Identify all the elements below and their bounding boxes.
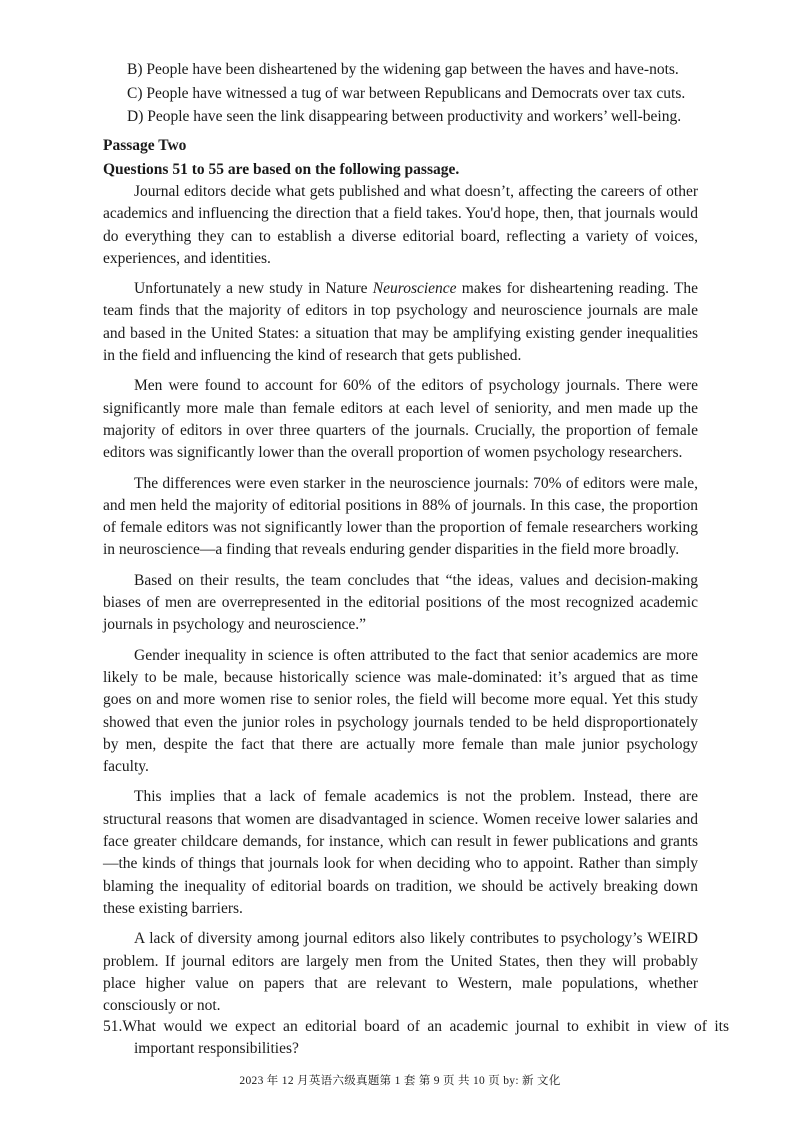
paragraph-7: This implies that a lack of female academics is not the problem. Instead, there are structural reasons that women are disadvantaged in science. Women receive lower salaries and face greater childcare demands, for instance, which can result in fewer publications and grants—the kinds of things that journals look for when deciding who to appoint. Rather than simply blaming the inequality of editorial boards on tradition, we should be actively breaking down these existing barriers. [103, 788, 698, 917]
paragraph-4: The differences were even starker in the neuroscience journals: 70% of editors were male, and men held the majority of editorial positions in 88% of journals. In this case, the proportion of female editors was not significantly lower than the proportion of female researchers working in neuroscience—a finding that reveals enduring gender disparities in the field more broadly. [103, 474, 698, 559]
page-footer: 2023 年 12 月英语六级真题第 1 套 第 9 页 共 10 页 by: 新 文化 [239, 1075, 561, 1087]
paragraph-1: Journal editors decide what gets published and what doesn’t, affecting the careers of other academics and influencing the direction that a field takes. You'd hope, then, that journals would do everything they can to establish a diverse editorial board, reflecting a variety of voices, experiences, and identities. [103, 183, 698, 267]
journal-name-italic: Neuroscience [372, 280, 457, 298]
passage-instruction: Questions 51 to 55 are based on the following passage. [103, 161, 460, 178]
paragraph-2-start: Unfortunately a new study in Nature [134, 280, 373, 298]
paragraph-3: Men were found to account for 60% of the editors of psychology journals. There were significantly more male than female editors at each level of seniority, and men made up the majority of editors in over three quarters of the journals. Crucially, the proportion of female editors was significantly lower than the overall proportion of women psychology researchers. [103, 377, 698, 462]
paragraph-8: A lack of diversity among journal editors also likely contributes to psychology’s WEIRD problem. If journal editors are largely men from the United States, then they will probably place higher value on papers that are relevant to Western, male populations, whether consciously or not. [103, 930, 698, 1015]
passage-title: Passage Two [103, 137, 187, 154]
option-b: B) People have been disheartened by the widening gap between the haves and have-nots. [127, 61, 679, 78]
option-c: C) People have witnessed a tug of war between Republicans and Democrats over tax cuts. [127, 84, 686, 102]
passage-header [103, 134, 703, 182]
paragraph-2-rest: makes for disheartening reading. The team finds that the majority of editors in top psychology and neuroscience journals are male and based in the United States: a situation that may be amplifying existing gender inequalities in the field and influencing the kind of research that gets published. [103, 280, 699, 365]
option-d: D) People have seen the link disappearing between productivity and workers’ well-being. [127, 108, 682, 125]
question-51: 51.What would we expect an editorial board of an academic journal to exhibit in view of its important responsibilities? [103, 1018, 729, 1058]
answer-options [127, 58, 707, 129]
passage-body [103, 181, 698, 1025]
paragraph-5: Based on their results, the team concludes that “the ideas, values and decision-making biases of men are overrepresented in the editorial positions of the most recognized academic journals in psychology and neuroscience.” [103, 571, 698, 634]
paragraph-2 [103, 278, 698, 367]
paragraph-6: Gender inequality in science is often attributed to the fact that senior academics are more likely to be male, because historically science was male-dominated: it’s argued that as time goes on and more women rise to senior roles, the field will become more equal. Yet this study showed that even the junior roles in psychology journals tended to be held disproportionately by men, despite the fact that there are actually more female than male junior psychology faculty. [103, 646, 698, 776]
